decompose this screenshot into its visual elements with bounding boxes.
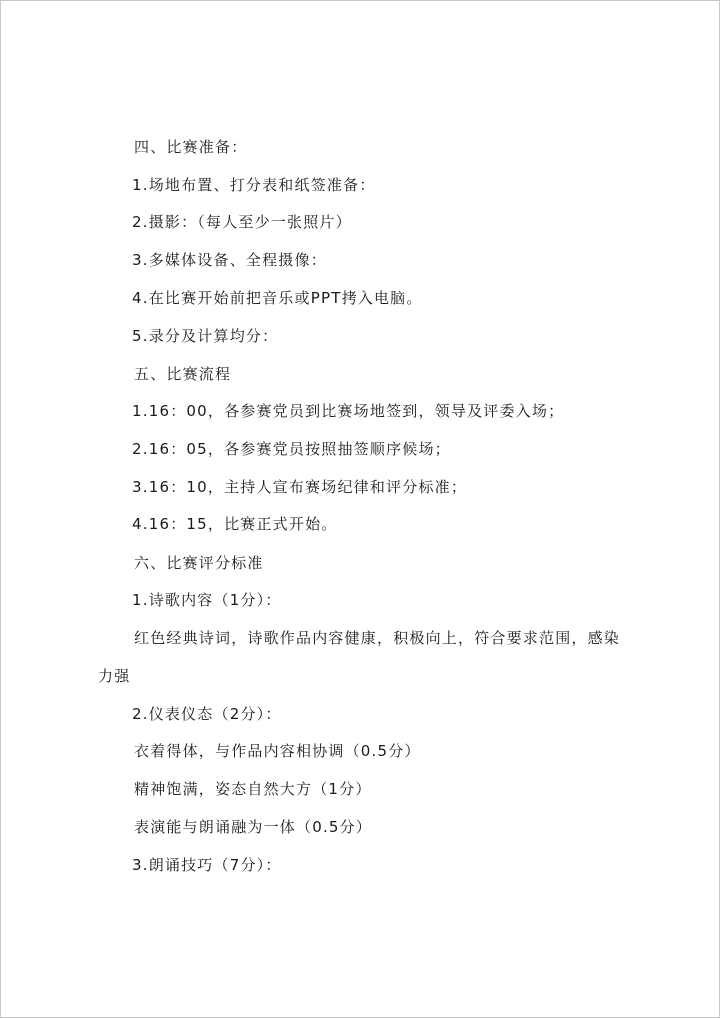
list-item: 5.录分及计算均分： <box>132 327 279 345</box>
body-text-continuation: 力强 <box>98 667 131 685</box>
list-item: 2.16：05，各参赛党员按照抽签顺序候场； <box>132 440 451 458</box>
list-item: 4.16：15，比赛正式开始。 <box>132 515 338 533</box>
list-item: 1.16：00，各参赛党员到比赛场地签到，领导及评委入场； <box>132 402 565 420</box>
section-heading-preparation: 四、比赛准备： <box>134 138 248 156</box>
list-item: 3.16：10，主持人宣布赛场纪律和评分标准； <box>132 478 468 496</box>
list-item: 2.摄影：（每人至少一张照片） <box>132 213 352 231</box>
body-text: 精神饱满，姿态自然大方（1分） <box>134 780 372 798</box>
list-item: 2.仪表仪态（2分）： <box>132 705 282 723</box>
section-heading-scoring: 六、比赛评分标准 <box>134 554 264 572</box>
body-text: 红色经典诗词，诗歌作品内容健康，积极向上，符合要求范围，感染 <box>134 629 621 647</box>
body-text: 表演能与朗诵融为一体（0.5分） <box>134 818 373 836</box>
list-item: 3.朗诵技巧（7分）： <box>132 856 282 874</box>
body-text: 衣着得体，与作品内容相协调（0.5分） <box>134 742 421 760</box>
list-item: 1.诗歌内容（1分）： <box>132 591 282 609</box>
list-item: 3.多媒体设备、全程摄像： <box>132 251 327 269</box>
list-item: 1.场地布置、打分表和纸签准备： <box>132 176 376 194</box>
section-heading-process: 五、比赛流程 <box>134 365 232 383</box>
list-item: 4.在比赛开始前把音乐或PPT拷入电脑。 <box>132 289 423 307</box>
